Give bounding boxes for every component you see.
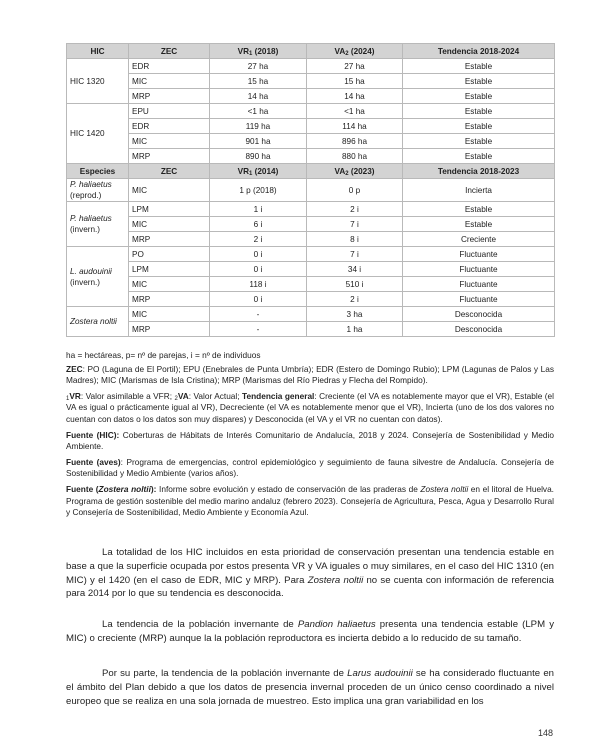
reference-value-cell: -	[210, 307, 307, 322]
trend-cell: Fluctuante	[403, 247, 555, 262]
species-row	[67, 247, 555, 262]
zec-cell: MRP	[129, 292, 210, 307]
zec-cell: MIC	[129, 217, 210, 232]
current-value-cell: 14 ha	[307, 89, 403, 104]
source-aves-note: Fuente (aves): Programa de emergencias, control epidemiológico y seguimiento de fauna silvestre de Andalucía. Consejería de Sostenibilidad y Medio Ambiente (varios años).	[66, 456, 554, 479]
header-zec: ZEC	[129, 44, 210, 59]
group-name-cell	[67, 307, 129, 337]
current-value-cell: 3 ha	[307, 307, 403, 322]
header-vr-sub: 1	[249, 170, 253, 177]
header-col1: Especies	[67, 164, 129, 179]
zec-cell: EPU	[129, 104, 210, 119]
zec-cell: LPM	[129, 202, 210, 217]
trend-cell: Fluctuante	[403, 262, 555, 277]
zec-cell: MIC	[129, 74, 210, 89]
species-row	[67, 292, 555, 307]
species-name: L. audouinii	[70, 266, 112, 276]
trend-cell: Estable	[403, 119, 555, 134]
hic-row	[67, 149, 555, 164]
legend-note: $_1$VR: Valor asimilable a VFR; $_2$VA: Valor Actual; Tendencia general: Creciente (el VA es notablemente mayor que el VR), Estable (el VA es igual o prácticamente igual al VR), Decreciente (el VA es notablemente menor que el VR), Incierta (uno de los dos valores no cuentan con datos o los datos son muy dispares) y Desconocida (el VA y el VR no cuentan con datos).	[66, 390, 554, 424]
zec-note: ZEC: PO (Laguna de El Portil); EPU (Enebrales de Punta Umbría); EDR (Estero de Domingo Rubio); LPM (Lagunas de Palos y Las Madres); MIC (Marismas de Isla Cristina); MRP (Marismas del Río Piedras y Flecha del Rompido).	[66, 363, 554, 386]
current-value-cell: 34 i	[307, 262, 403, 277]
page-number: 148	[537, 728, 553, 738]
current-value-cell: 7 i	[307, 217, 403, 232]
species-name: Zostera noltii	[70, 317, 117, 326]
hic-row	[67, 74, 555, 89]
zec-cell: MIC	[129, 179, 210, 202]
zec-cell: LPM	[129, 262, 210, 277]
header-trend: Tendencia 2018-2024	[403, 44, 555, 59]
reference-value-cell: 901 ha	[210, 134, 307, 149]
header-va-sub: 2	[345, 50, 349, 57]
trend-cell: Incierta	[403, 179, 555, 202]
paragraph-larus: Por su parte, la tendencia de la población invernante de Larus audouinii se ha considerado fluctuante en el ámbito del Plan debido a que los datos de presencia invernal proceden de un único censo coordinado a nivel europeo que se realiza en una sola jornada de muestreo. Esto implica una gran variabilidad en los	[66, 668, 554, 707]
current-value-cell: 15 ha	[307, 74, 403, 89]
current-value-cell: 8 i	[307, 232, 403, 247]
trend-cell: Fluctuante	[403, 277, 555, 292]
trend-cell: Desconocida	[403, 307, 555, 322]
header-col1: HIC	[67, 44, 129, 59]
paragraph-pandion: La tendencia de la población invernante de Pandion haliaetus presenta una tendencia estable (LPM y MIC) o creciente (MRP) aunque la la población reproductora es incierta debido a lo reducido de su tamaño.	[66, 619, 554, 644]
species-row	[67, 322, 555, 337]
zec-cell: MRP	[129, 89, 210, 104]
source-hic-note: Fuente (HIC): Coberturas de Hábitats de Interés Comunitario de Andalucía, 2018 y 2024. Consejería de Sostenibilidad y Medio Ambiente.	[66, 429, 554, 452]
group-name-cell: HIC 1420	[67, 104, 129, 164]
species-row	[67, 202, 555, 217]
species-row	[67, 232, 555, 247]
zec-cell: MIC	[129, 307, 210, 322]
zec-cell: MRP	[129, 149, 210, 164]
header-va: $VA_2$ (2024)	[307, 44, 403, 59]
species-header-row	[67, 164, 555, 179]
trend-cell: Estable	[403, 89, 555, 104]
current-value-cell: 880 ha	[307, 149, 403, 164]
units-note: ha = hectáreas, p= nº de parejas, i = nº de individuos	[66, 350, 261, 360]
hic-row	[67, 104, 555, 119]
reference-value-cell: 1 p (2018)	[210, 179, 307, 202]
trend-cell: Estable	[403, 134, 555, 149]
hic-row	[67, 59, 555, 74]
trend-cell: Estable	[403, 217, 555, 232]
hic-row	[67, 119, 555, 134]
reference-value-cell: 0 i	[210, 292, 307, 307]
current-value-cell: 896 ha	[307, 134, 403, 149]
zec-cell: MIC	[129, 277, 210, 292]
current-value-cell: 1 ha	[307, 322, 403, 337]
reference-value-cell: 1 i	[210, 202, 307, 217]
header-vr-sub: 1	[249, 50, 253, 57]
species-name: P. haliaetus	[70, 180, 112, 189]
table-notes	[66, 350, 554, 523]
current-value-cell: 27 ha	[307, 59, 403, 74]
current-value-cell: 7 i	[307, 247, 403, 262]
species-row	[67, 307, 555, 322]
hic-header-row	[67, 44, 555, 59]
zec-cell: MIC	[129, 134, 210, 149]
species-row	[67, 262, 555, 277]
hic-row	[67, 134, 555, 149]
hic-row	[67, 89, 555, 104]
current-value-cell: 114 ha	[307, 119, 403, 134]
status-table	[66, 43, 555, 337]
species-row	[67, 179, 555, 202]
trend-cell: Fluctuante	[403, 292, 555, 307]
reference-value-cell: 15 ha	[210, 74, 307, 89]
zec-cell: PO	[129, 247, 210, 262]
paragraph-hic: La totalidad de los HIC incluidos en esta prioridad de conservación presentan una tendencia estable en base a que la superficie ocupada por estos presenta VR y VA iguales o muy similares, en el caso del HIC 1310 (en MIC) y el 1420 (en el caso de EDR, MIC y MRP). Para Zostera noltii no se cuenta con información de referencia para 2014 por lo que su tendencia es desconocida.	[66, 547, 554, 600]
current-value-cell: 510 i	[307, 277, 403, 292]
trend-cell: Estable	[403, 149, 555, 164]
zec-cell: EDR	[129, 59, 210, 74]
trend-cell: Estable	[403, 59, 555, 74]
trend-cell: Creciente	[403, 232, 555, 247]
zec-cell: EDR	[129, 119, 210, 134]
reference-value-cell: -	[210, 322, 307, 337]
zec-cell: MRP	[129, 232, 210, 247]
header-vr: $VR_1$ (2014)	[210, 164, 307, 179]
trend-cell: Estable	[403, 202, 555, 217]
reference-value-cell: 890 ha	[210, 149, 307, 164]
status-table-body	[67, 44, 555, 337]
header-vr: $VR_1$ (2018)	[210, 44, 307, 59]
zec-cell: MRP	[129, 322, 210, 337]
current-value-cell: <1 ha	[307, 104, 403, 119]
trend-cell: Estable	[403, 104, 555, 119]
reference-value-cell: 0 i	[210, 262, 307, 277]
header-va-sub: 2	[345, 170, 349, 177]
group-name-cell: L. audouinii (invern.)	[67, 247, 129, 307]
header-trend: Tendencia 2018-2023	[403, 164, 555, 179]
reference-value-cell: 119 ha	[210, 119, 307, 134]
species-row	[67, 217, 555, 232]
source-zostera-note: Fuente (Zostera noltii): Informe sobre evolución y estado de conservación de las praderas de Zostera noltii en el litoral de Huelva. Programa de gestión sostenible del medio marino andaluz (febrero 2023). Consejería de Agricultura, Pesca, Agua y Desarrollo Rural y Consejería de Sostenibilidad, Medio Ambiente y Economía Azul.	[66, 483, 554, 518]
group-name-cell: P. haliaetus (reprod.)	[67, 179, 129, 202]
trend-cell: Estable	[403, 74, 555, 89]
reference-value-cell: 2 i	[210, 232, 307, 247]
current-value-cell: 0 p	[307, 179, 403, 202]
header-va: $VA_2$ (2023)	[307, 164, 403, 179]
current-value-cell: 2 i	[307, 202, 403, 217]
reference-value-cell: 14 ha	[210, 89, 307, 104]
reference-value-cell: 118 i	[210, 277, 307, 292]
reference-value-cell: 0 i	[210, 247, 307, 262]
species-name: P. haliaetus	[70, 214, 112, 223]
reference-value-cell: 27 ha	[210, 59, 307, 74]
current-value-cell: 2 i	[307, 292, 403, 307]
group-name-cell: P. haliaetus (invern.)	[67, 202, 129, 247]
reference-value-cell: 6 i	[210, 217, 307, 232]
trend-cell: Desconocida	[403, 322, 555, 337]
reference-value-cell: <1 ha	[210, 104, 307, 119]
header-zec: ZEC	[129, 164, 210, 179]
species-row	[67, 277, 555, 292]
group-name-cell: HIC 1320	[67, 59, 129, 104]
